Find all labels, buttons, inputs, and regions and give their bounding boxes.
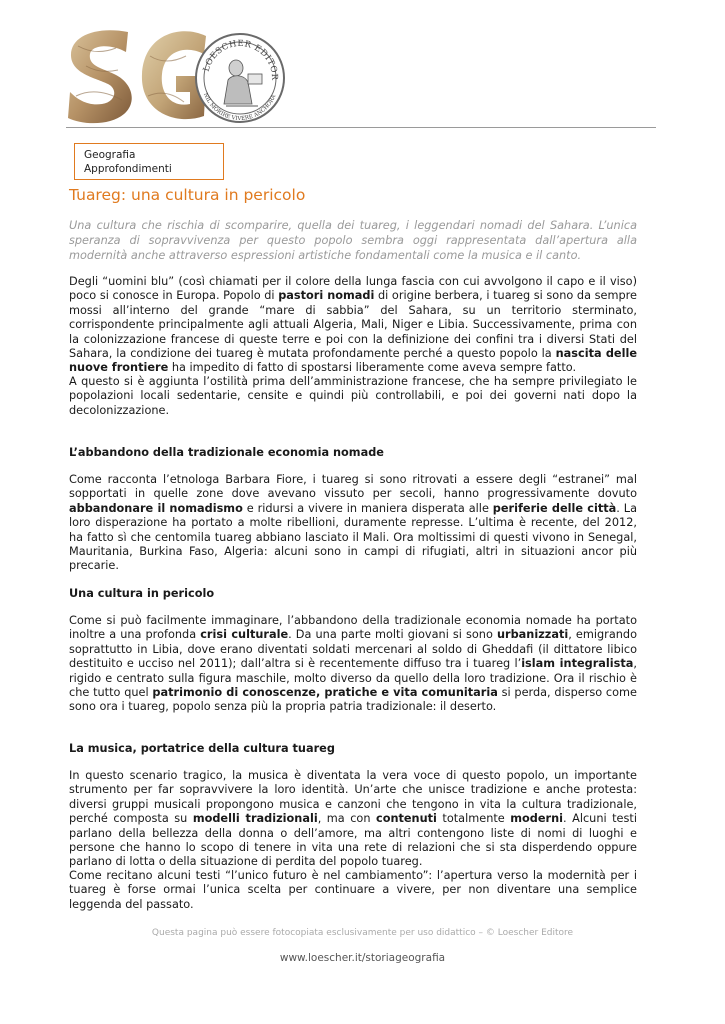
section-heading-economy: L’abbandono della tradizionale economia nomade — [69, 446, 384, 459]
paragraph-music-conclusion: Come recitano alcuni testi “l’unico futuro è nel cambiamento”: l’apertura verso la modernità per i tuareg è forse ormai l’unica scelta per continuare a vivere, per non diventare una semplice leggenda del passato. — [69, 869, 637, 911]
paragraph-economy: Come racconta l’etnologa Barbara Fiore, i tuareg si sono ritrovati a essere degli “estranei” mal sopportati in quelle zone dove avevano vissuto per secoli, hanno progressivamente dovuto abbandonare il nomadismo e ridursi a vivere in maniera disperata alle periferie delle città. La loro disperazione ha portato a molte ribellioni, duramente represse. L’ultima è recente, del 2012, ha fatto sì che centomila tuareg abbiano lasciato il Mali. Ora moltissimi di questi vivono in Senegal, Mauritania, Burkina Faso, Algeria: alcuni sono in campi di rifugiati, altri in situazioni ancor più precarie. — [69, 473, 637, 573]
svg-text:NIL MORIRE VIVERE ANCHORA: NIL MORIRE VIVERE ANCHORA — [201, 92, 278, 123]
section-heading-culture: Una cultura in pericolo — [69, 587, 215, 600]
article-title: Tuareg: una cultura in pericolo — [69, 186, 306, 204]
paragraph-music: In questo scenario tragico, la musica è diventata la vera voce di questo popolo, un importante strumento per far sopravvivere la loro identità. Un’arte che unisce tradizione e anche protesta: diversi gruppi musicali propongono musica e canzoni che tengono in vita la cultura tradizionale, perché composta su modelli tradizionali, ma con contenuti totalmente moderni. Alcuni testi parlano della bellezza della donna o dell’amore, ma altri contengono liste di nomi di luoghi e persone che hanno lo scopo di tenere in vita una rete di relazioni che si sta disperdendo oppure parlano di lotta o della situazione di perdita del popolo tuareg. — [69, 769, 637, 869]
website-link[interactable]: www.loescher.it/storiageografia — [279, 952, 446, 964]
header-divider — [66, 127, 656, 128]
category-box — [74, 143, 224, 180]
category-section: Approfondimenti — [84, 163, 172, 175]
logo-graphic — [66, 26, 288, 126]
article-intro: Una cultura che rischia di scomparire, quella dei tuareg, i leggendari nomadi del Sahara. L’unica speranza di sopravvivenza per questo popolo sembra oggi rappresentata dall’apertura alla modernità anche attraverso espressioni artistiche fondamentali come la musica e il canto. — [69, 219, 637, 262]
section-heading-music: La musica, portatrice della cultura tuareg — [69, 742, 335, 755]
paragraph-2: A questo si è aggiunta l’ostilità prima dell’amministrazione francese, che ha sempre privilegiato le popolazioni locali sedentarie, censite e quindi più controllabili, e poi dei governi nati dopo la decolonizzazione. — [69, 375, 637, 417]
paragraph-1: Degli “uomini blu” (così chiamati per il colore della lunga fascia con cui avvolgono il capo e il viso) poco si conosce in Europa. Popolo di pastori nomadi di origine berbera, i tuareg si sono da sempre mossi all’interno del grande “mare di sabbia” del Sahara, su un territorio sterminato, corrispondente principalmente agli attuali Algeria, Mali, Niger e Libia. Successivamente, prima con la colonizzazione francese di queste terre e poi con la definizione dei confini tra i diversi Stati del Sahara, la condizione dei tuareg è mutata profondamente perché a questo popolo la nascita delle nuove frontiere ha impedito di fatto di spostarsi liberamente come aveva sempre fatto. — [69, 275, 637, 375]
copyright-note: Questa pagina può essere fotocopiata esclusivamente per uso didattico – © Loescher Editore — [151, 928, 574, 938]
paragraph-culture: Come si può facilmente immaginare, l’abbandono della tradizionale economia nomade ha portato inoltre a una profonda crisi culturale. Da una parte molti giovani si sono urbanizzati, emigrando soprattutto in Libia, dove erano diventati soldati mercenari al soldo di Gheddafi (il dittatore libico destituito e ucciso nel 2011); dall’altra si è recentemente diffuso tra i tuareg l’islam integralista, rigido e centrato sulla figura maschile, molto diverso da quello della loro tradizione. Ora il rischio è che tutto quel patrimonio di conoscenze, pratiche e vita comunitaria si perda, disperso come sono ora i tuareg, popolo senza più la propria patria tradizionale: il deserto. — [69, 614, 638, 714]
svg-text:LOESCHER EDITORE: LOESCHER EDITOR — [201, 38, 280, 81]
logo-letter-s — [68, 30, 132, 123]
publisher-logo — [66, 26, 288, 126]
category-subject: Geografia — [84, 149, 136, 161]
